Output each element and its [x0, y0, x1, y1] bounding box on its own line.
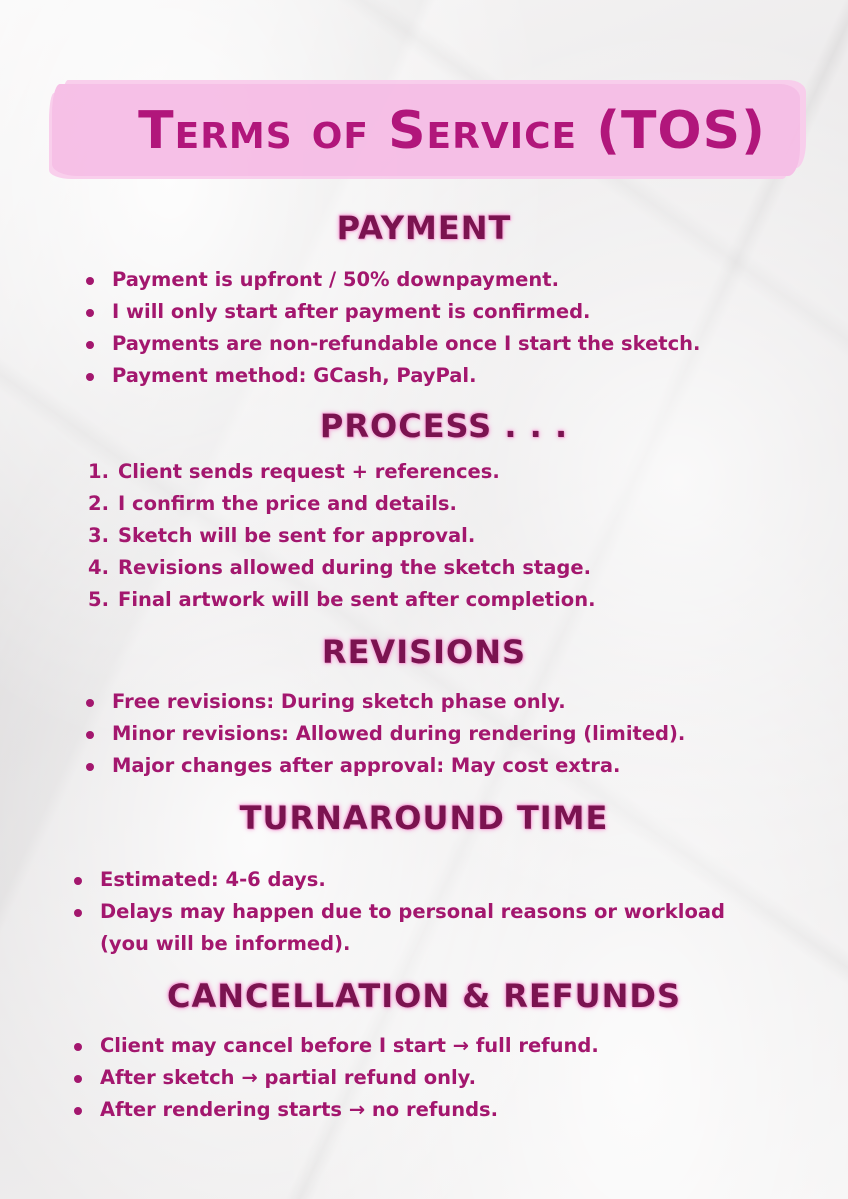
payment-list	[84, 264, 700, 392]
bullet-icon	[86, 731, 94, 739]
bullet-icon	[74, 877, 82, 885]
list-item: Payments are non-refundable once I start the sketch.	[84, 328, 700, 360]
section-heading-cancellation: CANCELLATION & REFUNDS	[166, 977, 682, 1015]
list-item: After sketch → partial refund only.	[72, 1062, 599, 1094]
list-item: 1. Client sends request + references.	[88, 460, 500, 483]
section-heading-process: PROCESS . . .	[319, 407, 569, 445]
list-item: Free revisions: During sketch phase only.	[84, 686, 685, 718]
bullet-icon	[86, 763, 94, 771]
bullet-icon	[86, 309, 94, 317]
bullet-icon	[86, 699, 94, 707]
bullet-icon	[74, 1043, 82, 1051]
bullet-icon	[74, 1075, 82, 1083]
list-item: 4. Revisions allowed during the sketch stage.	[88, 556, 592, 579]
revisions-list	[84, 686, 685, 782]
cancellation-list	[72, 1030, 599, 1126]
list-item: 2. I confirm the price and details.	[88, 492, 457, 515]
bullet-icon	[86, 341, 94, 349]
list-item: Payment is upfront / 50% downpayment.	[84, 264, 700, 296]
list-item: 3. Sketch will be sent for approval.	[88, 524, 476, 547]
bullet-icon	[74, 909, 82, 917]
bullet-icon	[86, 373, 94, 381]
list-item: Minor revisions: Allowed during rendering (limited).	[84, 718, 685, 750]
list-item: Payment method: GCash, PayPal.	[84, 360, 700, 392]
title-banner	[52, 74, 812, 184]
list-item: After rendering starts → no refunds.	[72, 1094, 599, 1126]
process-list	[88, 456, 595, 616]
list-item-continuation: (you will be informed).	[100, 932, 351, 955]
turnaround-list	[72, 864, 725, 960]
list-item: 5. Final artwork will be sent after completion.	[88, 588, 596, 611]
list-item: Estimated: 4-6 days.	[72, 864, 725, 896]
list-item: I will only start after payment is confirmed.	[84, 296, 700, 328]
list-item: Major changes after approval: May cost extra.	[84, 750, 685, 782]
section-heading-payment: PAYMENT	[336, 209, 512, 247]
list-item: Delays may happen due to personal reasons or workload	[72, 896, 725, 928]
section-heading-revisions: REVISIONS	[321, 633, 527, 671]
list-item: Client may cancel before I start → full refund.	[72, 1030, 599, 1062]
section-heading-turnaround: TURNAROUND TIME	[239, 799, 609, 837]
page-title: Terms of Service (TOS)	[138, 101, 766, 161]
bullet-icon	[74, 1107, 82, 1115]
bullet-icon	[86, 277, 94, 285]
